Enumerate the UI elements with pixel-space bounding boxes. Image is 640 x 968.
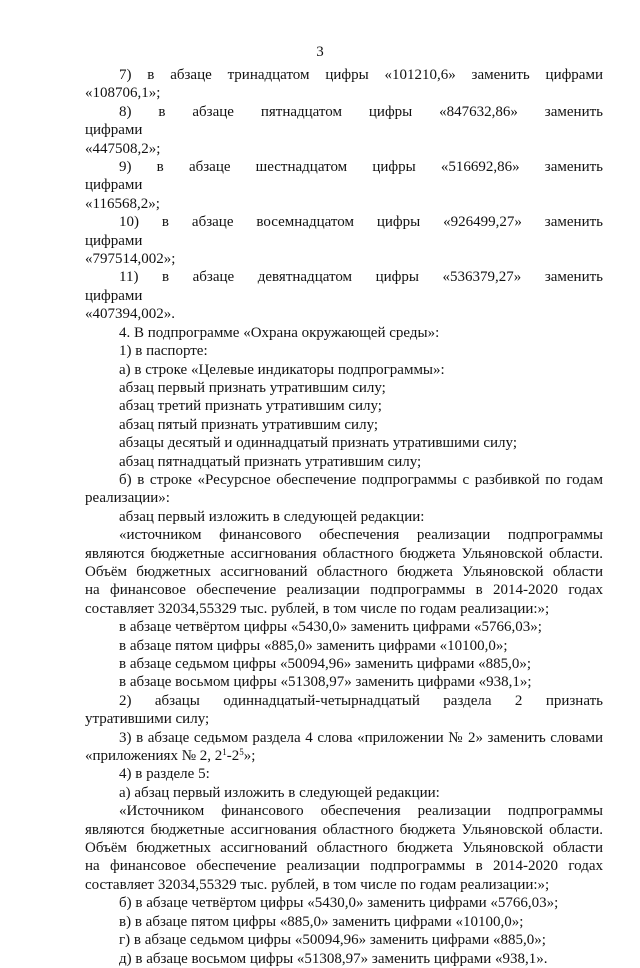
paragraph-line: в) в абзаце пятом цифры «885,0» заменить цифрами «10100,0»; <box>119 913 524 930</box>
paragraph-line: в абзаце восьмом цифры «51308,97» заменить цифрами «938,1»; <box>119 674 532 691</box>
appendix-sup-1: 1 <box>222 747 227 758</box>
paragraph-line: д) в абзаце восьмом цифры «51308,97» заменить цифрами «938,1». <box>119 950 548 967</box>
paragraph-item-11: 11) в абзаце девятнадцатом цифры «536379,27» заменить цифрами <box>85 269 603 304</box>
quote-line: являются бюджетные ассигнования областного бюджета Ульяновской области. <box>85 821 603 838</box>
paragraph-item-11-cont: «407394,002». <box>85 306 175 323</box>
paragraph-item-8-cont: «447508,2»; <box>85 140 161 157</box>
paragraph-line: абзац первый признать утратившим силу; <box>119 379 386 396</box>
paragraph-line: абзац пятнадцатый признать утратившим силу; <box>119 453 422 470</box>
paragraph-resources: б) в строке «Ресурсное обеспечение подпрограммы с разбивкой по годам <box>119 471 603 488</box>
appendix-suffix: »; <box>243 748 256 765</box>
quote-line: «Источником финансового обеспечения реализации подпрограммы <box>119 803 603 820</box>
quote-line: на финансовое обеспечение реализации подпрограммы в 2014-2020 годах <box>85 858 603 875</box>
paragraph-item-10: 10) в абзаце восемнадцатом цифры «926499,27» заменить цифрами <box>85 214 603 249</box>
paragraph-resources-cont: реализации»: <box>85 490 170 507</box>
paragraph-item-4: 4) в разделе 5: <box>119 766 210 783</box>
paragraph-item-8: 8) в абзаце пятнадцатом цифры «847632,86» заменить цифрами <box>85 103 603 139</box>
section-heading: 4. В подпрограмме «Охрана окружающей среды»: <box>119 324 440 341</box>
page-number: 3 <box>316 44 324 60</box>
quote-line: составляет 32034,55329 тыс. рублей, в том числе по годам реализации:»; <box>85 876 550 893</box>
paragraph-item-3: 3) в абзаце седьмом раздела 4 слова «приложении № 2» заменить словами <box>119 729 603 746</box>
quote-line: составляет 32034,55329 тыс. рублей, в том числе по годам реализации:»; <box>85 600 550 617</box>
appendix-mid: -2 <box>226 748 240 765</box>
quote-line: Объём бюджетных ассигнований областного бюджета Ульяновской области <box>85 563 603 580</box>
quote-line: на финансовое обеспечение реализации подпрограммы в 2014-2020 годах <box>85 582 603 599</box>
paragraph-line: в абзаце седьмом цифры «50094,96» заменить цифрами «885,0»; <box>119 656 532 672</box>
paragraph-item-3-cont <box>85 747 603 765</box>
paragraph-item-9: 9) в абзаце шестнадцатом цифры «516692,86» заменить цифрами <box>85 159 603 194</box>
paragraph-line: абзац пятый признать утратившим силу; <box>119 416 379 433</box>
quote-line: Объём бюджетных ассигнований областного бюджета Ульяновской области <box>85 840 603 857</box>
paragraph-item-2: 2) абзацы одиннадцатый-четырнадцатый раздела 2 признать <box>119 692 603 709</box>
paragraph-line: в абзаце пятом цифры «885,0» заменить цифрами «10100,0»; <box>119 637 508 654</box>
paragraph-line: абзацы десятый и одиннадцатый признать утратившими силу; <box>119 435 517 452</box>
appendix-sup-2: 5 <box>239 747 244 758</box>
paragraph-item-2-cont: утратившими силу; <box>85 711 210 728</box>
paragraph-item-7-cont: «108706,1»; <box>85 85 161 102</box>
paragraph-line: б) в абзаце четвёртом цифры «5430,0» заменить цифрами «5766,03»; <box>119 895 559 912</box>
paragraph-item-7: 7) в абзаце тринадцатом цифры «101210,6» заменить цифрами <box>119 67 603 83</box>
paragraph-line: абзац первый изложить в следующей редакции: <box>119 508 425 525</box>
appendix-prefix: «приложениях № 2, 2 <box>85 748 223 765</box>
quote-line: «источником финансового обеспечения реализации подпрограммы <box>119 527 603 544</box>
document-body <box>85 66 603 968</box>
paragraph-passport: 1) в паспорте: <box>119 343 208 360</box>
paragraph-item-10-cont: «797514,002»; <box>85 251 176 268</box>
paragraph-line: г) в абзаце седьмом цифры «50094,96» заменить цифрами «885,0»; <box>119 932 546 949</box>
paragraph-line: в абзаце четвёртом цифры «5430,0» заменить цифрами «5766,03»; <box>119 619 542 636</box>
paragraph-line: абзац третий признать утратившим силу; <box>119 398 382 415</box>
paragraph-line: а) абзац первый изложить в следующей редакции: <box>119 784 440 801</box>
paragraph-indicators: а) в строке «Целевые индикаторы подпрограммы»: <box>119 361 445 378</box>
quote-line: являются бюджетные ассигнования областного бюджета Ульяновской области. <box>85 545 603 562</box>
paragraph-item-9-cont: «116568,2»; <box>85 195 160 212</box>
